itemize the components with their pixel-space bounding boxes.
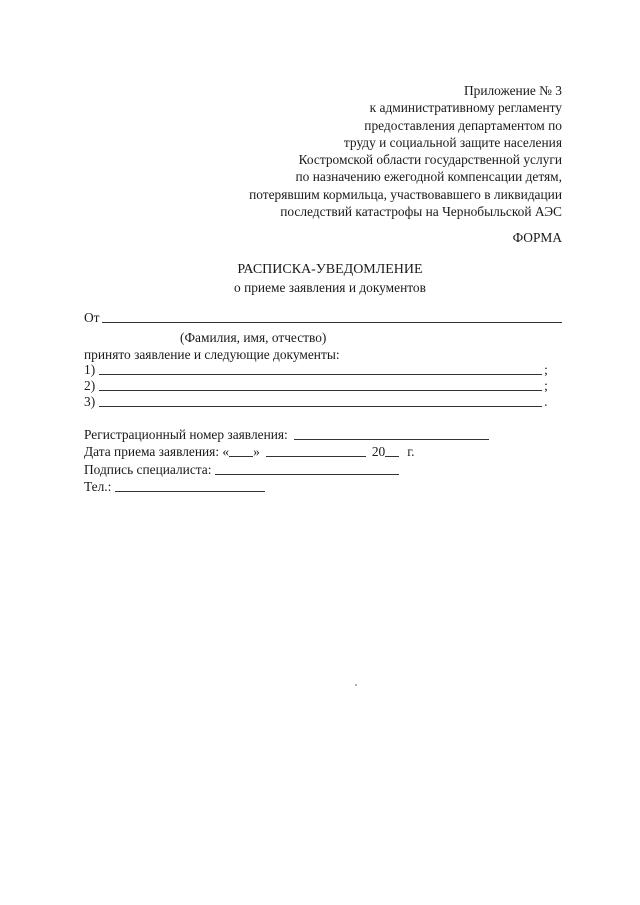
document-row-3 (84, 394, 548, 410)
date-year-suffix: г. (407, 444, 415, 459)
from-row (84, 310, 562, 326)
reg-number-row (84, 427, 489, 443)
date-year-prefix: 20 (371, 444, 386, 459)
signature-label: Подпись специалиста: (84, 462, 212, 477)
appendix-line: предоставления департаментом по (364, 117, 562, 133)
appendix-line: последствий катастрофы на Чернобыльской АЭС (280, 204, 562, 220)
date-label: Дата приема заявления: « (84, 444, 230, 459)
appendix-line: труду и социальной защите населения (343, 134, 562, 150)
appendix-line: Костромской области государственной услуги (298, 152, 562, 168)
form-label: ФОРМА (512, 230, 562, 245)
reg-number-field[interactable] (294, 427, 489, 440)
date-quote-close: » (253, 444, 260, 459)
from-label: От (84, 310, 100, 325)
from-name-field[interactable] (102, 310, 562, 323)
document-number: 1) (84, 362, 96, 377)
document-end-mark: ; (544, 378, 548, 393)
date-month-field[interactable] (266, 444, 366, 457)
appendix-line: Приложение № 3 (463, 83, 562, 98)
document-subtitle: о приеме заявления и документов (234, 280, 426, 295)
appendix-line: к административному регламенту (369, 100, 562, 116)
document-end-mark: ; (544, 362, 548, 377)
document-row-2 (84, 378, 548, 394)
document-end-mark: . (544, 394, 548, 409)
scan-speck (355, 684, 357, 686)
document-title: РАСПИСКА-УВЕДОМЛЕНИЕ (237, 262, 423, 277)
signature-field[interactable] (215, 462, 399, 475)
document-field-1[interactable] (99, 362, 542, 375)
document-field-3[interactable] (99, 394, 542, 407)
appendix-header (202, 82, 562, 220)
appendix-line: потерявшим кормильца, участвовавшего в ликвидации (249, 186, 562, 202)
date-day-field[interactable] (229, 444, 253, 457)
phone-label: Тел.: (84, 479, 112, 494)
document-row-1 (84, 362, 548, 378)
signature-row (84, 462, 399, 478)
date-row (84, 444, 415, 460)
accepted-text: принято заявление и следующие документы: (84, 347, 340, 362)
phone-field[interactable] (115, 479, 265, 492)
phone-row (84, 479, 265, 495)
document-number: 2) (84, 378, 96, 393)
from-caption: (Фамилия, имя, отчество) (180, 330, 327, 345)
document-field-2[interactable] (99, 378, 542, 391)
reg-number-label: Регистрационный номер заявления: (84, 427, 288, 442)
document-number: 3) (84, 394, 96, 409)
date-year-field[interactable] (385, 444, 399, 457)
appendix-line: по назначению ежегодной компенсации детям, (295, 169, 562, 185)
